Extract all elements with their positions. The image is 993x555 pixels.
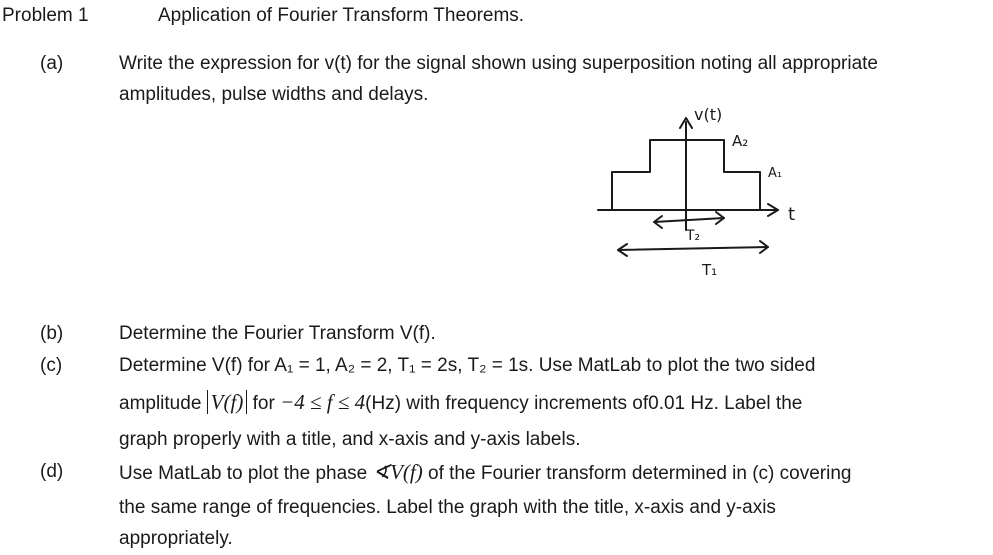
part-c-line-3: graph properly with a title, and x-axis and y-axis labels. xyxy=(119,429,581,450)
part-c-line-2-tail: (Hz) with frequency increments of0.01 Hz. Label the xyxy=(365,393,803,414)
part-d-line-1-tail: of the Fourier transform determined in (c) covering xyxy=(428,463,852,484)
a2-label: A₂ xyxy=(732,132,749,150)
signal-diagram xyxy=(590,100,830,290)
frequency-range: −4 ≤ f ≤ 4 xyxy=(280,390,366,414)
problem-title: Application of Fourier Transform Theorems. xyxy=(158,5,525,26)
t2-arrow xyxy=(654,218,724,222)
a1-label: A₁ xyxy=(768,166,783,181)
t-axis-label: t xyxy=(788,204,796,225)
part-d-label: (d) xyxy=(40,461,64,482)
phase-of-v-of-f: ∢V(f) xyxy=(372,460,423,484)
v-of-t-label: v(t) xyxy=(694,105,723,124)
part-c-line-2 xyxy=(119,391,802,415)
t2-label: T₂ xyxy=(686,228,701,244)
part-b-text: Determine the Fourier Transform V(f). xyxy=(119,323,436,344)
part-d-line-1 xyxy=(119,461,851,485)
part-a-line-1: Write the expression for v(t) for the signal shown using superposition noting all appropriate xyxy=(119,53,878,74)
part-d-line-3: appropriately. xyxy=(119,528,233,549)
part-c-label: (c) xyxy=(40,355,63,376)
part-d-line-2: the same range of frequencies. Label the graph with the title, x-axis and y-axis xyxy=(119,497,776,518)
abs-v-of-f: V(f) xyxy=(207,390,248,414)
part-c-for-word: for xyxy=(252,393,275,414)
problem-label: Problem 1 xyxy=(2,5,89,26)
t1-arrow xyxy=(618,247,768,250)
part-c-amplitude-word: amplitude xyxy=(119,393,202,414)
part-d-line-1-head: Use MatLab to plot the phase xyxy=(119,463,368,484)
part-a-line-2: amplitudes, pulse widths and delays. xyxy=(119,84,429,105)
part-b-label: (b) xyxy=(40,323,64,344)
part-c-line-1: Determine V(f) for A₁ = 1, A₂ = 2, T₁ = 2s, T₂ = 1s. Use MatLab to plot the two sided xyxy=(119,355,816,376)
part-a-label: (a) xyxy=(40,53,64,74)
t1-label: T₁ xyxy=(702,261,718,279)
